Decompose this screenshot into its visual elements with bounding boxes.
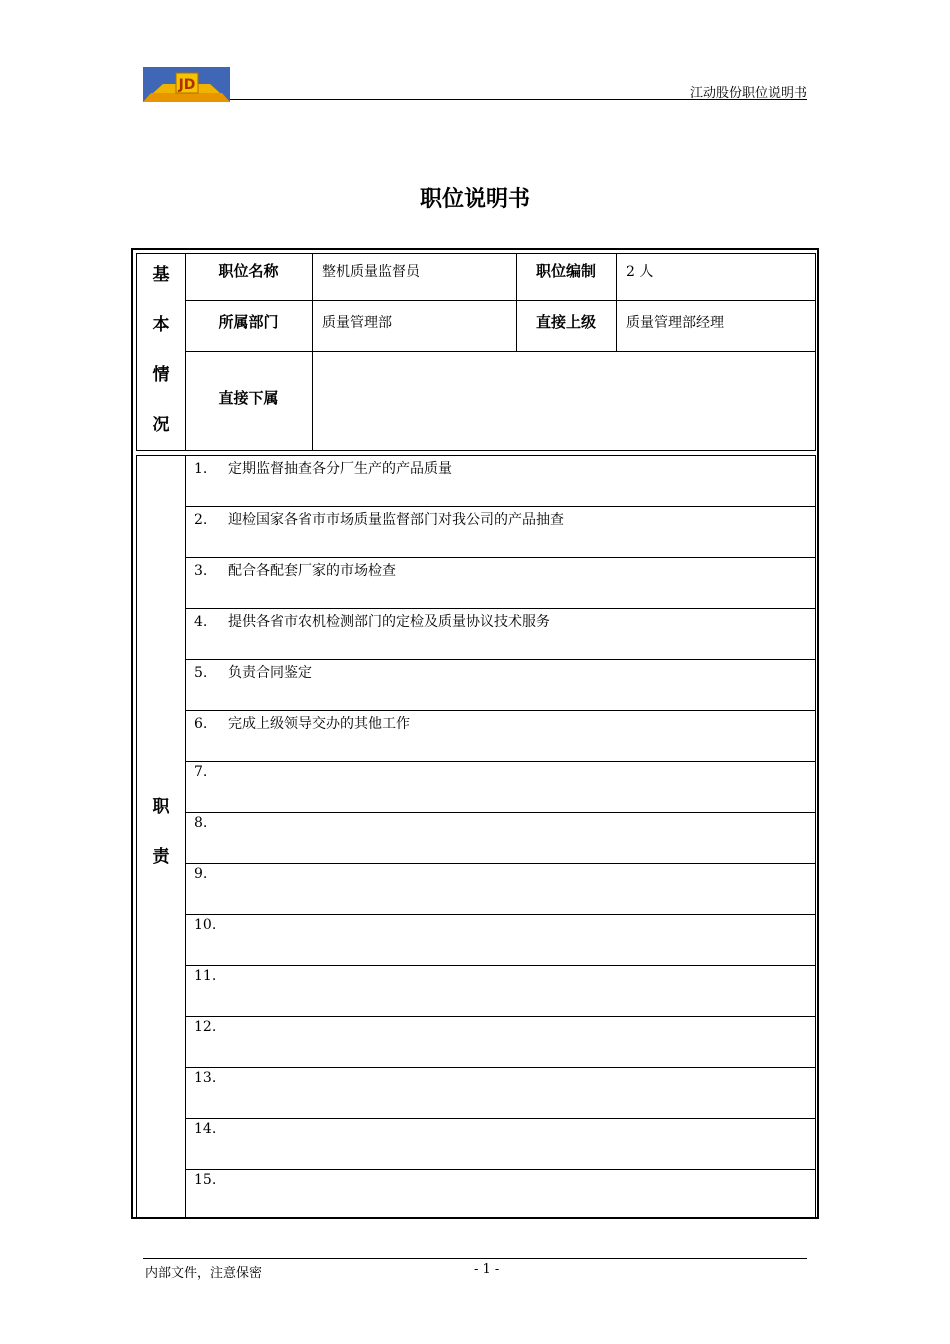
duty-number: 10. — [194, 917, 217, 933]
duty-text: 负责合同鉴定 — [228, 665, 312, 681]
duty-item — [194, 560, 396, 580]
basic-section-label-3: 情 — [152, 365, 170, 385]
duty-text: 完成上级领导交办的其他工作 — [228, 716, 410, 732]
headcount-label: 职位编制 — [535, 262, 596, 280]
duty-row-divider — [185, 659, 816, 660]
duty-row-divider — [185, 557, 816, 558]
duty-row-divider — [185, 965, 816, 966]
company-logo — [143, 67, 230, 102]
basic-section-label-4: 况 — [152, 415, 170, 435]
duty-row-divider — [185, 761, 816, 762]
duty-item — [194, 509, 564, 529]
duty-number: 6. — [194, 716, 208, 732]
basic-section-label-1: 基 — [152, 265, 170, 285]
page-title: 职位说明书 — [419, 187, 530, 212]
svg-text:JD: JD — [178, 77, 196, 93]
duty-number: 11. — [194, 968, 217, 984]
header-rule — [230, 99, 807, 100]
duty-item — [194, 968, 228, 984]
duty-text: 迎检国家各省市市场质量监督部门对我公司的产品抽查 — [228, 512, 564, 528]
duty-row-divider — [185, 506, 816, 507]
duty-row-divider — [185, 1016, 816, 1017]
duty-number: 8. — [194, 815, 208, 831]
header-document-title: 江动股份职位说明书 — [689, 86, 807, 101]
supervisor-value: 质量管理部经理 — [626, 315, 724, 331]
department-label: 所属部门 — [218, 313, 279, 331]
duty-text: 提供各省市农机检测部门的定检及质量协议技术服务 — [228, 614, 550, 630]
confidential-note: 内部文件，注意保密 — [145, 1266, 263, 1281]
duty-item — [194, 1070, 228, 1086]
headcount-value: 2 人 — [626, 264, 654, 280]
position-name-value: 整机质量监督员 — [322, 264, 420, 280]
department-value: 质量管理部 — [322, 315, 392, 331]
basic-info-block — [136, 253, 816, 451]
duty-row-divider — [185, 710, 816, 711]
duty-item — [194, 866, 228, 882]
duties-section-label-1: 职 — [152, 797, 170, 817]
duty-number: 14. — [194, 1121, 217, 1137]
duty-row-divider — [185, 1067, 816, 1068]
duty-item — [194, 662, 312, 682]
footer-rule — [143, 1258, 807, 1259]
duty-item — [194, 917, 228, 933]
duty-item — [194, 458, 452, 478]
duty-text: 定期监督抽查各分厂生产的产品质量 — [228, 461, 452, 477]
supervisor-label: 直接上级 — [535, 313, 596, 331]
duty-item — [194, 815, 228, 831]
duty-number: 1. — [194, 461, 208, 477]
duty-number: 12. — [194, 1019, 217, 1035]
duty-row-divider — [185, 608, 816, 609]
duty-item — [194, 611, 550, 631]
subordinates-label: 直接下属 — [218, 389, 279, 407]
page-number: - 1 - — [474, 1262, 500, 1277]
duty-row-divider — [185, 812, 816, 813]
position-name-label: 职位名称 — [218, 262, 279, 280]
duty-row-divider — [185, 1169, 816, 1170]
duty-number: 9. — [194, 866, 208, 882]
basic-section-label-2: 本 — [152, 315, 170, 335]
duty-item — [194, 1172, 228, 1188]
duties-section-label-2: 责 — [152, 847, 170, 867]
duty-item — [194, 1121, 228, 1137]
duty-row-divider — [185, 914, 816, 915]
duty-item — [194, 764, 228, 780]
duty-item — [194, 1019, 228, 1035]
duty-text: 配合各配套厂家的市场检查 — [228, 563, 396, 579]
duty-number: 13. — [194, 1070, 217, 1086]
duty-number: 5. — [194, 665, 208, 681]
duty-number: 7. — [194, 764, 208, 780]
duty-item — [194, 713, 410, 733]
duty-row-divider — [185, 1118, 816, 1119]
duty-number: 15. — [194, 1172, 217, 1188]
job-description-table — [131, 248, 819, 1219]
duty-number: 4. — [194, 614, 208, 630]
duty-row-divider — [185, 863, 816, 864]
duty-number: 2. — [194, 512, 208, 528]
duty-number: 3. — [194, 563, 208, 579]
